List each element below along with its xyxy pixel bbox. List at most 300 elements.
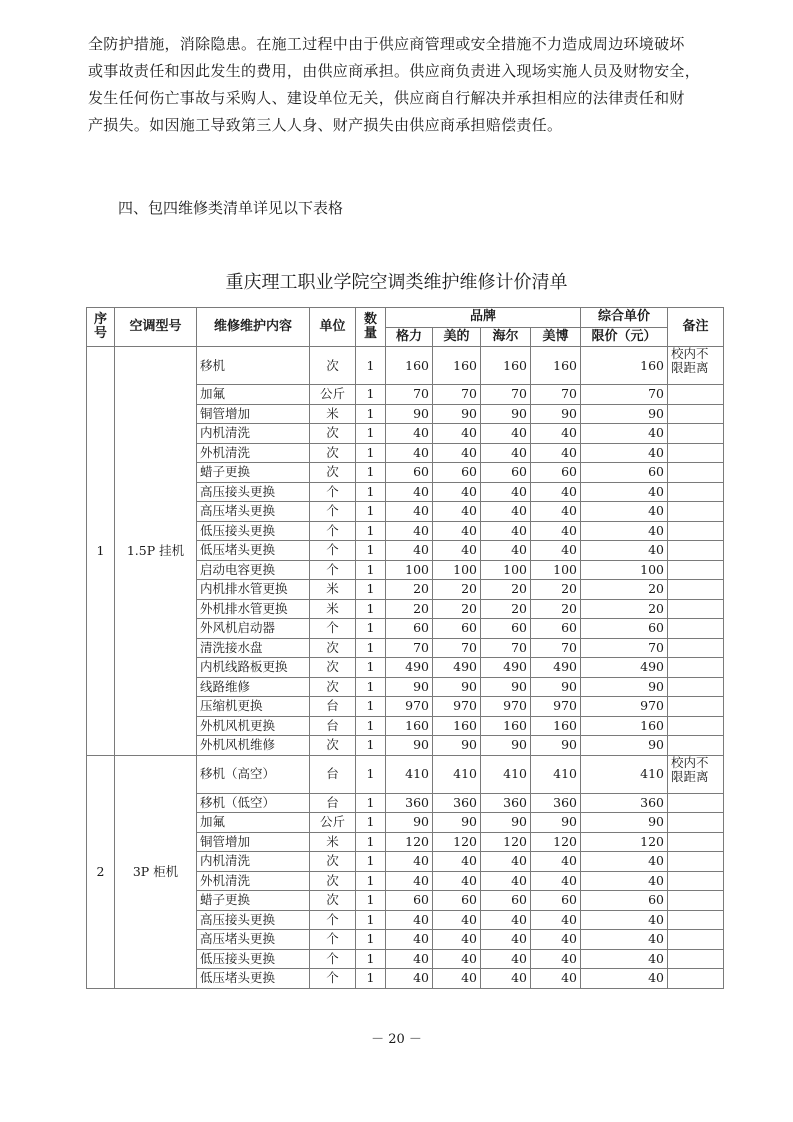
body-paragraph xyxy=(88,31,718,139)
cell-note-empty xyxy=(668,541,724,561)
cell-qty: 1 xyxy=(356,521,386,541)
cell-price-midea: 90 xyxy=(433,736,481,756)
cell-price-haier: 40 xyxy=(481,521,531,541)
header-brand-midea: 美的 xyxy=(433,327,481,347)
cell-price-gree: 90 xyxy=(386,736,433,756)
cell-price-cap: 40 xyxy=(581,969,668,989)
cell-item: 外风机启动器 xyxy=(197,619,310,639)
header-brand-gree: 格力 xyxy=(386,327,433,347)
cell-unit: 个 xyxy=(310,521,356,541)
cell-price-meibo: 40 xyxy=(531,502,581,522)
price-list-table xyxy=(86,307,724,989)
cell-price-meibo: 90 xyxy=(531,677,581,697)
cell-price-meibo: 60 xyxy=(531,619,581,639)
cell-note-empty xyxy=(668,949,724,969)
cell-qty: 1 xyxy=(356,580,386,600)
cell-note-empty xyxy=(668,424,724,444)
cell-price-haier: 100 xyxy=(481,560,531,580)
cell-unit: 次 xyxy=(310,871,356,891)
cell-price-gree: 40 xyxy=(386,949,433,969)
cell-price-meibo: 40 xyxy=(531,949,581,969)
cell-price-meibo: 40 xyxy=(531,910,581,930)
cell-qty: 1 xyxy=(356,502,386,522)
cell-qty: 1 xyxy=(356,852,386,872)
cell-item: 低压接头更换 xyxy=(197,521,310,541)
cell-unit: 台 xyxy=(310,793,356,813)
cell-qty: 1 xyxy=(356,813,386,833)
cell-note-empty xyxy=(668,521,724,541)
cell-price-haier: 160 xyxy=(481,716,531,736)
header-qty: 数量 xyxy=(356,308,386,347)
cell-price-midea: 60 xyxy=(433,619,481,639)
cell-price-gree: 40 xyxy=(386,521,433,541)
cell-unit: 次 xyxy=(310,891,356,911)
cell-price-meibo: 20 xyxy=(531,599,581,619)
cell-unit: 米 xyxy=(310,404,356,424)
cell-price-gree: 70 xyxy=(386,385,433,405)
paragraph-line: 产损失。如因施工导致第三人人身、财产损失由供应商承担赔偿责任。 xyxy=(88,116,563,134)
header-note: 备注 xyxy=(668,308,724,347)
cell-price-haier: 40 xyxy=(481,482,531,502)
cell-note-empty xyxy=(668,677,724,697)
cell-qty: 1 xyxy=(356,755,386,793)
cell-price-meibo: 100 xyxy=(531,560,581,580)
cell-price-gree: 360 xyxy=(386,793,433,813)
cell-price-haier: 490 xyxy=(481,658,531,678)
cell-item: 移机（低空） xyxy=(197,793,310,813)
cell-qty: 1 xyxy=(356,463,386,483)
paragraph-line: 或事故责任和因此发生的费用，由供应商承担。供应商负责进入现场实施人员及财物安全， xyxy=(88,62,701,80)
cell-item: 蜡子更换 xyxy=(197,463,310,483)
cell-price-haier: 970 xyxy=(481,697,531,717)
header-brand-meibo: 美博 xyxy=(531,327,581,347)
cell-note-empty xyxy=(668,463,724,483)
cell-qty: 1 xyxy=(356,599,386,619)
cell-model: 3P 柜机 xyxy=(115,755,197,988)
cell-price-midea: 40 xyxy=(433,949,481,969)
cell-unit: 次 xyxy=(310,424,356,444)
cell-item: 高压接头更换 xyxy=(197,482,310,502)
table-row xyxy=(87,755,724,793)
cell-item: 内机清洗 xyxy=(197,424,310,444)
cell-item: 外机排水管更换 xyxy=(197,599,310,619)
cell-unit: 次 xyxy=(310,736,356,756)
cell-item: 蜡子更换 xyxy=(197,891,310,911)
header-brand-group: 品牌 xyxy=(386,308,581,328)
table-row xyxy=(87,347,724,385)
cell-note-empty xyxy=(668,871,724,891)
cell-note-empty xyxy=(668,969,724,989)
cell-unit: 次 xyxy=(310,443,356,463)
cell-price-haier: 90 xyxy=(481,736,531,756)
cell-seq: 2 xyxy=(87,755,115,988)
cell-unit: 公斤 xyxy=(310,385,356,405)
cell-note-empty xyxy=(668,813,724,833)
cell-price-gree: 40 xyxy=(386,482,433,502)
cell-price-midea: 40 xyxy=(433,852,481,872)
cell-unit: 次 xyxy=(310,638,356,658)
cell-qty: 1 xyxy=(356,969,386,989)
cell-unit: 个 xyxy=(310,910,356,930)
cell-price-gree: 90 xyxy=(386,404,433,424)
cell-price-haier: 40 xyxy=(481,541,531,561)
cell-note-empty xyxy=(668,619,724,639)
cell-qty: 1 xyxy=(356,638,386,658)
cell-price-meibo: 120 xyxy=(531,832,581,852)
cell-item: 加氟 xyxy=(197,385,310,405)
section-heading: 四、包四维修类清单详见以下表格 xyxy=(118,199,344,217)
cell-note-empty xyxy=(668,930,724,950)
cell-price-cap: 40 xyxy=(581,521,668,541)
cell-price-midea: 20 xyxy=(433,599,481,619)
cell-price-gree: 160 xyxy=(386,347,433,385)
cell-price-haier: 410 xyxy=(481,755,531,793)
cell-price-midea: 40 xyxy=(433,930,481,950)
cell-price-haier: 120 xyxy=(481,832,531,852)
cell-price-gree: 90 xyxy=(386,813,433,833)
cell-price-midea: 40 xyxy=(433,424,481,444)
cell-item: 铜管增加 xyxy=(197,832,310,852)
cell-qty: 1 xyxy=(356,891,386,911)
cell-item: 低压堵头更换 xyxy=(197,541,310,561)
cell-qty: 1 xyxy=(356,910,386,930)
cell-price-midea: 20 xyxy=(433,580,481,600)
cell-price-midea: 60 xyxy=(433,891,481,911)
cell-price-meibo: 40 xyxy=(531,541,581,561)
cell-price-gree: 70 xyxy=(386,638,433,658)
cell-qty: 1 xyxy=(356,619,386,639)
cell-item: 压缩机更换 xyxy=(197,697,310,717)
header-price-cap-line1: 综合单价 xyxy=(581,308,668,328)
cell-price-cap: 60 xyxy=(581,463,668,483)
cell-price-gree: 40 xyxy=(386,930,433,950)
cell-qty: 1 xyxy=(356,385,386,405)
cell-qty: 1 xyxy=(356,930,386,950)
cell-price-haier: 40 xyxy=(481,910,531,930)
cell-price-haier: 70 xyxy=(481,638,531,658)
cell-price-meibo: 70 xyxy=(531,385,581,405)
cell-item: 外机风机更换 xyxy=(197,716,310,736)
cell-price-meibo: 90 xyxy=(531,813,581,833)
cell-item: 加氟 xyxy=(197,813,310,833)
cell-price-midea: 40 xyxy=(433,521,481,541)
cell-item: 外机风机维修 xyxy=(197,736,310,756)
cell-price-cap: 20 xyxy=(581,580,668,600)
cell-price-gree: 40 xyxy=(386,969,433,989)
cell-price-meibo: 40 xyxy=(531,852,581,872)
cell-price-cap: 40 xyxy=(581,482,668,502)
cell-price-gree: 20 xyxy=(386,580,433,600)
cell-unit: 个 xyxy=(310,482,356,502)
cell-item: 启动电容更换 xyxy=(197,560,310,580)
cell-price-gree: 40 xyxy=(386,910,433,930)
cell-price-haier: 90 xyxy=(481,813,531,833)
cell-price-meibo: 90 xyxy=(531,404,581,424)
cell-price-meibo: 40 xyxy=(531,424,581,444)
cell-price-midea: 90 xyxy=(433,677,481,697)
cell-price-haier: 40 xyxy=(481,502,531,522)
cell-price-midea: 160 xyxy=(433,347,481,385)
cell-qty: 1 xyxy=(356,424,386,444)
cell-price-gree: 60 xyxy=(386,891,433,911)
cell-price-cap: 40 xyxy=(581,949,668,969)
cell-unit: 次 xyxy=(310,658,356,678)
cell-note-empty xyxy=(668,716,724,736)
cell-price-gree: 60 xyxy=(386,463,433,483)
cell-item: 外机清洗 xyxy=(197,443,310,463)
cell-price-gree: 40 xyxy=(386,852,433,872)
cell-price-gree: 60 xyxy=(386,619,433,639)
cell-note-empty xyxy=(668,404,724,424)
cell-price-haier: 20 xyxy=(481,599,531,619)
cell-price-cap: 60 xyxy=(581,619,668,639)
header-seq: 序号 xyxy=(87,308,115,347)
cell-price-midea: 70 xyxy=(433,385,481,405)
cell-price-meibo: 40 xyxy=(531,930,581,950)
cell-price-midea: 100 xyxy=(433,560,481,580)
cell-price-cap: 970 xyxy=(581,697,668,717)
cell-price-cap: 360 xyxy=(581,793,668,813)
cell-price-midea: 60 xyxy=(433,463,481,483)
cell-price-midea: 40 xyxy=(433,502,481,522)
cell-price-midea: 90 xyxy=(433,813,481,833)
cell-price-gree: 40 xyxy=(386,502,433,522)
cell-price-meibo: 490 xyxy=(531,658,581,678)
cell-qty: 1 xyxy=(356,541,386,561)
cell-price-haier: 60 xyxy=(481,463,531,483)
cell-price-haier: 40 xyxy=(481,949,531,969)
cell-unit: 个 xyxy=(310,949,356,969)
cell-note-empty xyxy=(668,891,724,911)
cell-item: 铜管增加 xyxy=(197,404,310,424)
cell-item: 高压接头更换 xyxy=(197,910,310,930)
cell-item: 移机 xyxy=(197,347,310,385)
cell-price-haier: 40 xyxy=(481,852,531,872)
cell-price-haier: 360 xyxy=(481,793,531,813)
cell-item: 高压堵头更换 xyxy=(197,930,310,950)
cell-item: 高压堵头更换 xyxy=(197,502,310,522)
cell-price-gree: 40 xyxy=(386,443,433,463)
cell-price-midea: 490 xyxy=(433,658,481,678)
cell-unit: 次 xyxy=(310,852,356,872)
cell-unit: 次 xyxy=(310,463,356,483)
cell-qty: 1 xyxy=(356,404,386,424)
cell-price-cap: 40 xyxy=(581,502,668,522)
cell-price-cap: 20 xyxy=(581,599,668,619)
cell-price-midea: 970 xyxy=(433,697,481,717)
table-header xyxy=(87,308,724,347)
cell-price-haier: 40 xyxy=(481,969,531,989)
cell-price-cap: 40 xyxy=(581,424,668,444)
cell-price-haier: 60 xyxy=(481,619,531,639)
cell-price-gree: 40 xyxy=(386,871,433,891)
cell-price-gree: 970 xyxy=(386,697,433,717)
cell-qty: 1 xyxy=(356,560,386,580)
cell-note: 校内不限距离 xyxy=(668,347,724,385)
cell-price-cap: 40 xyxy=(581,910,668,930)
cell-note-empty xyxy=(668,658,724,678)
cell-unit: 个 xyxy=(310,502,356,522)
cell-note-empty xyxy=(668,852,724,872)
cell-price-midea: 360 xyxy=(433,793,481,813)
cell-price-cap: 40 xyxy=(581,443,668,463)
cell-unit: 个 xyxy=(310,969,356,989)
cell-qty: 1 xyxy=(356,871,386,891)
cell-price-meibo: 970 xyxy=(531,697,581,717)
cell-price-cap: 160 xyxy=(581,716,668,736)
cell-price-haier: 160 xyxy=(481,347,531,385)
cell-price-cap: 410 xyxy=(581,755,668,793)
cell-price-cap: 90 xyxy=(581,677,668,697)
cell-item: 移机（高空） xyxy=(197,755,310,793)
cell-unit: 台 xyxy=(310,697,356,717)
cell-price-cap: 70 xyxy=(581,638,668,658)
cell-qty: 1 xyxy=(356,716,386,736)
cell-price-haier: 20 xyxy=(481,580,531,600)
cell-note-empty xyxy=(668,560,724,580)
cell-price-meibo: 160 xyxy=(531,347,581,385)
cell-price-midea: 410 xyxy=(433,755,481,793)
cell-price-cap: 40 xyxy=(581,930,668,950)
cell-qty: 1 xyxy=(356,347,386,385)
paragraph-line: 发生任何伤亡事故与采购人、建设单位无关，供应商自行解决并承担相应的法律责任和财 xyxy=(88,89,685,107)
cell-price-meibo: 90 xyxy=(531,736,581,756)
cell-price-haier: 40 xyxy=(481,424,531,444)
page-number: － 20 － xyxy=(371,1032,422,1047)
cell-model: 1.5P 挂机 xyxy=(115,347,197,756)
cell-qty: 1 xyxy=(356,482,386,502)
cell-qty: 1 xyxy=(356,697,386,717)
cell-price-cap: 60 xyxy=(581,891,668,911)
cell-unit: 米 xyxy=(310,580,356,600)
cell-price-meibo: 20 xyxy=(531,580,581,600)
cell-price-cap: 40 xyxy=(581,852,668,872)
cell-item: 清洗接水盘 xyxy=(197,638,310,658)
header-price-cap-line2: 限价（元） xyxy=(581,327,668,347)
cell-item: 低压堵头更换 xyxy=(197,969,310,989)
cell-price-meibo: 40 xyxy=(531,482,581,502)
cell-item: 内机排水管更换 xyxy=(197,580,310,600)
cell-price-cap: 100 xyxy=(581,560,668,580)
cell-price-gree: 160 xyxy=(386,716,433,736)
cell-price-gree: 410 xyxy=(386,755,433,793)
cell-note-empty xyxy=(668,638,724,658)
cell-note-empty xyxy=(668,502,724,522)
cell-price-midea: 70 xyxy=(433,638,481,658)
cell-price-cap: 490 xyxy=(581,658,668,678)
cell-price-haier: 90 xyxy=(481,404,531,424)
cell-note-empty xyxy=(668,832,724,852)
cell-unit: 公斤 xyxy=(310,813,356,833)
cell-price-meibo: 410 xyxy=(531,755,581,793)
cell-item: 线路维修 xyxy=(197,677,310,697)
cell-unit: 米 xyxy=(310,832,356,852)
cell-note-empty xyxy=(668,385,724,405)
cell-unit: 次 xyxy=(310,347,356,385)
cell-price-cap: 90 xyxy=(581,813,668,833)
cell-seq: 1 xyxy=(87,347,115,756)
cell-item: 内机清洗 xyxy=(197,852,310,872)
cell-price-gree: 100 xyxy=(386,560,433,580)
cell-price-gree: 120 xyxy=(386,832,433,852)
cell-price-gree: 20 xyxy=(386,599,433,619)
cell-unit: 个 xyxy=(310,541,356,561)
cell-note-empty xyxy=(668,697,724,717)
cell-price-cap: 90 xyxy=(581,404,668,424)
cell-price-haier: 90 xyxy=(481,677,531,697)
cell-price-meibo: 60 xyxy=(531,891,581,911)
cell-price-haier: 40 xyxy=(481,871,531,891)
cell-price-midea: 40 xyxy=(433,541,481,561)
cell-price-cap: 40 xyxy=(581,871,668,891)
cell-price-cap: 40 xyxy=(581,541,668,561)
cell-note-empty xyxy=(668,736,724,756)
cell-note-empty xyxy=(668,793,724,813)
header-unit: 单位 xyxy=(310,308,356,347)
cell-unit: 个 xyxy=(310,930,356,950)
cell-price-midea: 40 xyxy=(433,443,481,463)
cell-qty: 1 xyxy=(356,949,386,969)
cell-price-meibo: 70 xyxy=(531,638,581,658)
cell-price-gree: 490 xyxy=(386,658,433,678)
cell-price-meibo: 160 xyxy=(531,716,581,736)
cell-unit: 台 xyxy=(310,716,356,736)
cell-note-empty xyxy=(668,599,724,619)
cell-price-haier: 40 xyxy=(481,930,531,950)
cell-unit: 米 xyxy=(310,599,356,619)
cell-note-empty xyxy=(668,482,724,502)
cell-price-meibo: 40 xyxy=(531,871,581,891)
cell-item: 外机清洗 xyxy=(197,871,310,891)
cell-price-midea: 40 xyxy=(433,482,481,502)
cell-unit: 个 xyxy=(310,560,356,580)
cell-qty: 1 xyxy=(356,736,386,756)
cell-qty: 1 xyxy=(356,793,386,813)
cell-qty: 1 xyxy=(356,832,386,852)
cell-price-cap: 90 xyxy=(581,736,668,756)
cell-note-empty xyxy=(668,910,724,930)
cell-price-midea: 40 xyxy=(433,871,481,891)
cell-price-midea: 160 xyxy=(433,716,481,736)
cell-unit: 次 xyxy=(310,677,356,697)
table-body xyxy=(87,347,724,989)
cell-unit: 台 xyxy=(310,755,356,793)
cell-price-midea: 120 xyxy=(433,832,481,852)
cell-price-meibo: 60 xyxy=(531,463,581,483)
table-title: 重庆理工职业学院空调类维护维修计价清单 xyxy=(225,272,568,293)
cell-price-gree: 40 xyxy=(386,541,433,561)
cell-note-empty xyxy=(668,443,724,463)
cell-unit: 个 xyxy=(310,619,356,639)
header-brand-haier: 海尔 xyxy=(481,327,531,347)
cell-price-meibo: 360 xyxy=(531,793,581,813)
cell-qty: 1 xyxy=(356,658,386,678)
cell-item: 低压接头更换 xyxy=(197,949,310,969)
cell-qty: 1 xyxy=(356,443,386,463)
cell-price-meibo: 40 xyxy=(531,969,581,989)
cell-price-midea: 40 xyxy=(433,910,481,930)
cell-price-haier: 70 xyxy=(481,385,531,405)
cell-price-meibo: 40 xyxy=(531,443,581,463)
cell-price-cap: 120 xyxy=(581,832,668,852)
cell-note: 校内不限距离 xyxy=(668,755,724,793)
cell-item: 内机线路板更换 xyxy=(197,658,310,678)
cell-price-midea: 40 xyxy=(433,969,481,989)
paragraph-line: 全防护措施，消除隐患。在施工过程中由于供应商管理或安全措施不力造成周边环境破坏 xyxy=(88,35,685,53)
header-model: 空调型号 xyxy=(115,308,197,347)
cell-price-gree: 40 xyxy=(386,424,433,444)
cell-price-haier: 40 xyxy=(481,443,531,463)
